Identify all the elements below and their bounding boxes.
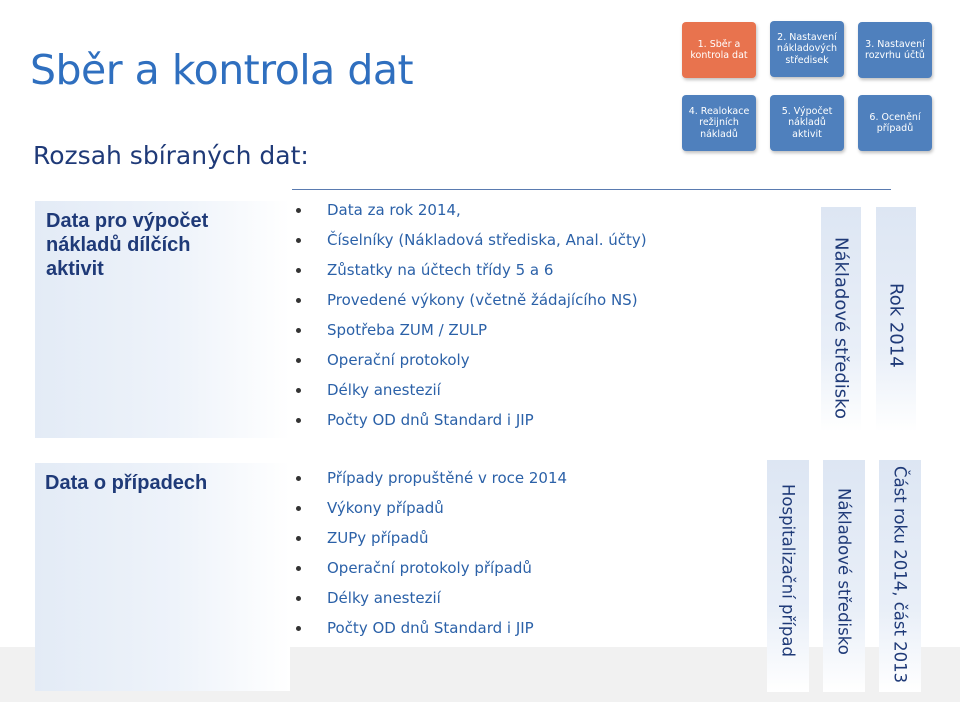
category-label-line: aktivit (46, 258, 104, 280)
category-activity-data (35, 201, 290, 438)
dimension-label: Nákladové středisko (830, 237, 852, 419)
list-item: Provedené výkony (včetně žádajícího NS) (294, 285, 647, 315)
list-item: Počty OD dnů Standard i JIP (294, 405, 647, 435)
list-item: Délky anestezií (294, 583, 567, 613)
list-item: Případy propuštěné v roce 2014 (294, 463, 567, 493)
divider-line (292, 189, 891, 190)
case-data-list (294, 463, 567, 643)
category-label-line: Data o případech (45, 472, 208, 494)
list-item: Data za rok 2014, (294, 195, 647, 225)
page-subtitle: Rozsah sbíraných dat: (33, 141, 309, 170)
dimension-label: Rok 2014 (885, 283, 907, 368)
step-6-button[interactable]: 6. Ocenění případů (858, 95, 932, 151)
dimension-bar-year (876, 207, 916, 432)
list-item: Číselníky (Nákladová střediska, Anal. účty) (294, 225, 647, 255)
category-label-line: nákladů dílčích (46, 234, 191, 256)
list-item: Délky anestezií (294, 375, 647, 405)
dimension-bar-cost-center (821, 207, 861, 432)
dimension-bar-hospital-case (767, 460, 809, 692)
list-item: Operační protokoly (294, 345, 647, 375)
list-item: Operační protokoly případů (294, 553, 567, 583)
list-item: Zůstatky na účtech třídy 5 a 6 (294, 255, 647, 285)
step-3-button[interactable]: 3. Nastavení rozvrhu účtů (858, 22, 932, 78)
dimension-label: Nákladové středisko (834, 488, 854, 655)
list-item: Výkony případů (294, 493, 567, 523)
activity-data-list (294, 195, 647, 435)
dimension-label: Hospitalizační případ (778, 484, 798, 657)
category-case-data (35, 463, 290, 691)
dimension-label: Část roku 2014, část 2013 (890, 466, 910, 684)
step-2-button[interactable]: 2. Nastavení nákladových středisek (770, 21, 844, 77)
step-4-button[interactable]: 4. Realokace režijních nákladů (682, 95, 756, 151)
dimension-bar-period (879, 460, 921, 692)
list-item: Spotřeba ZUM / ZULP (294, 315, 647, 345)
step-5-button[interactable]: 5. Výpočet nákladů aktivit (770, 95, 844, 151)
dimension-bar-cost-center (823, 460, 865, 692)
list-item: Počty OD dnů Standard i JIP (294, 613, 567, 643)
category-label-line: Data pro výpočet (46, 210, 209, 232)
step-1-button[interactable]: 1. Sběr a kontrola dat (682, 22, 756, 78)
page-title: Sběr a kontrola dat (30, 46, 414, 94)
list-item: ZUPy případů (294, 523, 567, 553)
